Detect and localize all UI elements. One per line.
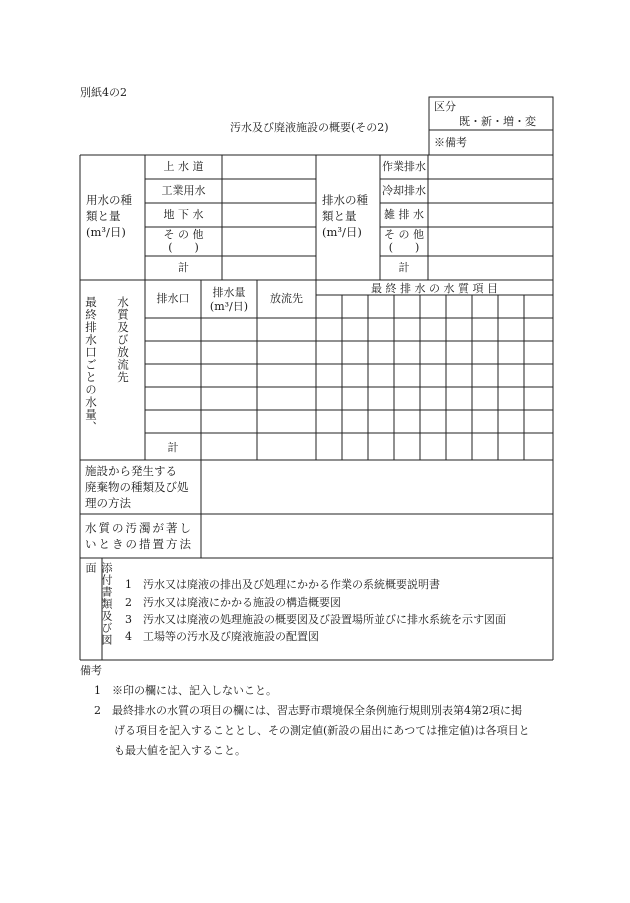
col-outlet: 排水口 bbox=[156, 292, 190, 305]
form-number: 別紙4の2 bbox=[80, 86, 127, 99]
drain-row-other-paren: ( ) bbox=[388, 241, 420, 254]
kubun-label: 区分 bbox=[434, 100, 456, 113]
water-row-tap: 上 水 道 bbox=[163, 160, 204, 173]
drain-row-cooling: 冷却排水 bbox=[382, 184, 426, 197]
notes-heading: 備考 bbox=[80, 664, 102, 677]
attachment-item-2: 2 汚水又は廃液にかかる施設の構造概要図 bbox=[125, 596, 341, 609]
drain-row-misc: 雑 排 水 bbox=[384, 208, 424, 221]
note-2-line-2: げる項目を記入することとし、その測定値(新設の届出にあつては推定値)は各項目と bbox=[114, 724, 530, 737]
drainage-label: 排水の種 類と量 (m³/日) bbox=[322, 193, 368, 239]
drain-row-other: そ の 他 bbox=[384, 228, 424, 241]
note-2-line-3: も最大値を記入すること。 bbox=[114, 744, 246, 757]
water-row-ground: 地 下 水 bbox=[163, 208, 204, 221]
note-2-line-1: 2 最終排水の水質の項目の欄には、習志野市環境保全条例施行規則別表第4第2項に掲 bbox=[94, 704, 522, 717]
attachment-item-4: 4 工場等の汚水及び廃液施設の配置図 bbox=[125, 630, 319, 643]
water-row-other-paren: ( ) bbox=[168, 241, 199, 254]
col-volume: 排水量 bbox=[212, 286, 246, 299]
outlet-total: 計 bbox=[167, 441, 179, 454]
pollution-measures-label: 水質の汚濁が著し いときの措置方法 bbox=[85, 521, 193, 551]
water-row-industrial: 工業用水 bbox=[161, 184, 206, 197]
attachment-item-3: 3 汚水又は廃液の処理施設の概要図及び設置場所並びに排水系統を示す図面 bbox=[125, 613, 506, 626]
col-volume-unit: (m³/日) bbox=[209, 300, 249, 313]
outlet-vertical-label-outer: 最終排水口ごとの水量、 bbox=[84, 296, 98, 434]
water-total: 計 bbox=[178, 261, 189, 274]
attachments-label: 添付書類及び図面 bbox=[84, 562, 113, 646]
remarks-mark: ※備考 bbox=[434, 136, 467, 149]
water-use-label: 用水の種 類と量 (m³/日) bbox=[86, 193, 132, 239]
water-row-other: そ の 他 bbox=[163, 228, 204, 241]
form-title: 汚水及び廃液施設の概要(その2) bbox=[230, 121, 389, 134]
drain-row-work: 作業排水 bbox=[382, 160, 426, 173]
waste-method-label: 施設から発生する 廃棄物の種類及び処 理の方法 bbox=[85, 464, 189, 510]
drain-total: 計 bbox=[398, 261, 410, 274]
outlet-vertical-label-inner: 水質及び放流先 bbox=[116, 296, 130, 384]
attachment-item-1: 1 汚水又は廃液の排出及び処理にかかる作業の系統概要説明書 bbox=[125, 578, 440, 591]
col-destination: 放流先 bbox=[270, 292, 303, 305]
col-quality-header: 最 終 排 水 の 水 質 項 目 bbox=[371, 282, 498, 295]
note-1: 1 ※印の欄には、記入しないこと。 bbox=[94, 684, 277, 697]
kubun-options: 既・新・増・変 bbox=[459, 115, 536, 128]
